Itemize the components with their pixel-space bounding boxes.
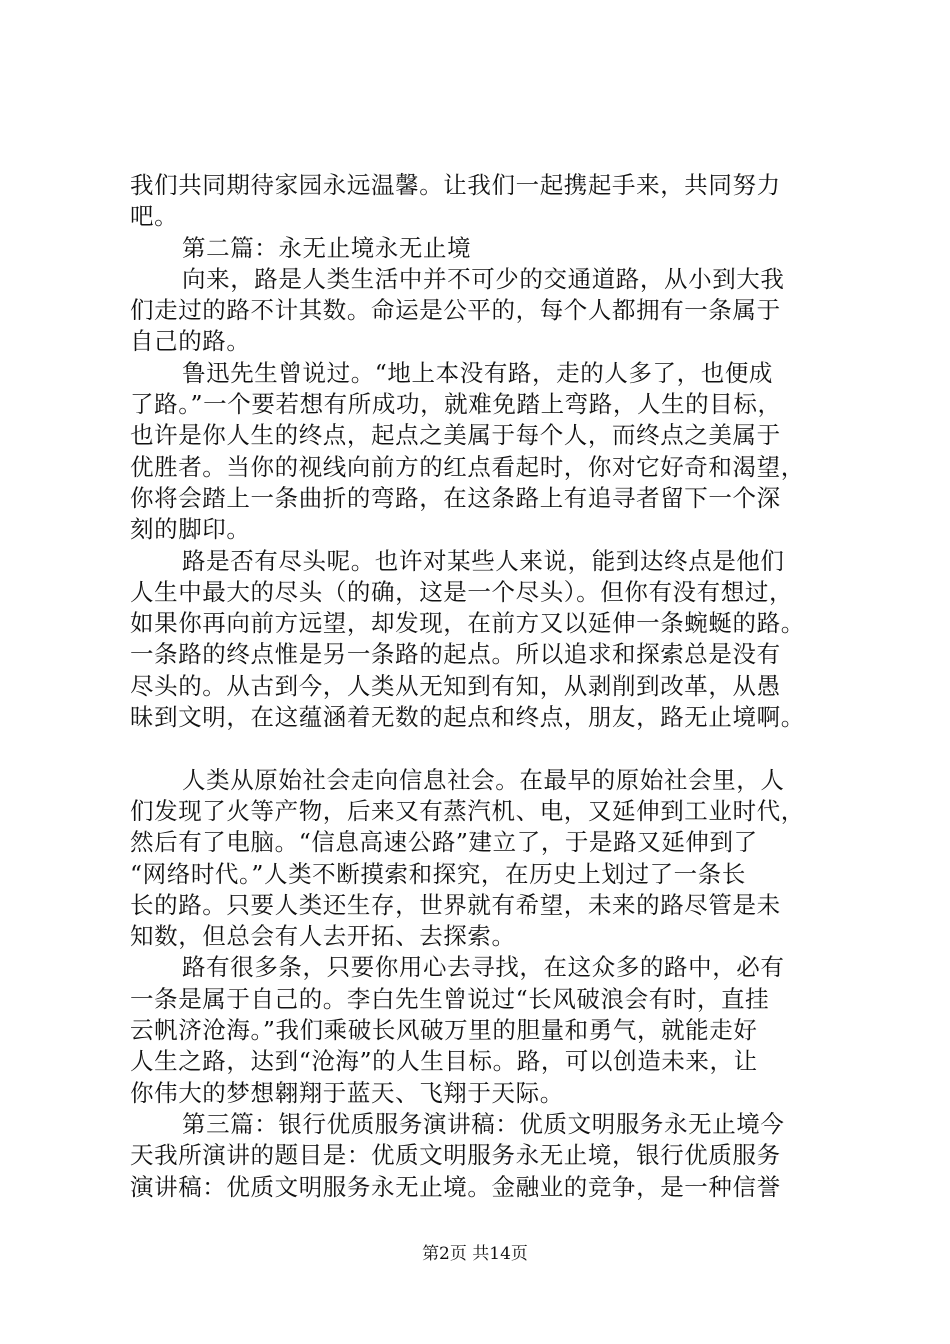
text-line: 一条路的终点惟是另一条路的起点。所以追求和探索总是没有	[130, 640, 781, 669]
text-line: 我们共同期待家园永远温馨。让我们一起携起手来，共同努力	[130, 171, 781, 199]
text-line: 长的路。只要人类还生存，世界就有希望，未来的路尽管是未	[130, 890, 781, 919]
text-line: 们走过的路不计其数。命运是公平的，每个人都拥有一条属于	[130, 296, 781, 325]
text-line: 自己的路。	[130, 327, 251, 356]
text-line: 优胜者。当你的视线向前方的红点看起时，你对它好奇和渴望，	[130, 452, 805, 481]
text-line: 了路。”一个要若想有所成功，就难免踏上弯路，人生的目标，	[130, 390, 782, 419]
document-body	[130, 170, 830, 1203]
text-line: 刻的脚印。	[130, 515, 251, 544]
page-number-label: 第2页 共14页	[422, 1244, 528, 1264]
text-line: “网络时代。”人类不断摸索和探究，在历史上划过了一条长	[130, 859, 746, 888]
text-line: 人类从原始社会走向信息社会。在最早的原始社会里，人	[182, 765, 785, 794]
text-line: 一条是属于自己的。李白先生曾说过“长风破浪会有时，直挂	[130, 984, 770, 1013]
text-line: 尽头的。从古到今，人类从无知到有知，从剥削到改革，从愚	[130, 671, 781, 700]
text-line: 昧到文明，在这蕴涵着无数的起点和终点，朋友，路无止境啊。	[130, 703, 805, 732]
text-line: 然后有了电脑。“信息高速公路”建立了，于是路又延伸到了	[130, 828, 758, 857]
text-line: 你伟大的梦想翱翔于蓝天、飞翔于天际。	[130, 1078, 564, 1107]
text-line: 如果你再向前方远望，却发现，在前方又以延伸一条蜿蜒的路。	[130, 609, 805, 638]
text-line: 们发现了火等产物，后来又有蒸汽机、电，又延伸到工业时代，	[130, 796, 805, 825]
text-line: 吧。	[130, 202, 179, 231]
text-line: 你将会踏上一条曲折的弯路，在这条路上有追寻者留下一个深	[130, 483, 781, 512]
text-line: 演讲稿：优质文明服务永无止境。金融业的竞争，是一种信誉	[130, 1172, 781, 1201]
text-line: 鲁迅先生曾说过。“地上本没有路，走的人多了，也便成	[182, 358, 774, 387]
text-line: 向来，路是人类生活中并不可少的交通道路，从小到大我	[182, 264, 785, 293]
text-line: 路有很多条，只要你用心去寻找，在这众多的路中，必有	[182, 953, 785, 982]
text-line: 路是否有尽头呢。也许对某些人来说，能到达终点是他们	[182, 546, 785, 575]
text-line: 也许是你人生的终点，起点之美属于每个人，而终点之美属于	[130, 421, 781, 450]
text-line: 知数，但总会有人去开拓、去探索。	[130, 922, 516, 951]
paragraph-gap	[130, 733, 830, 764]
text-line: 人生中最大的尽头（的确，这是一个尽头）。但你有没有想过，	[130, 577, 794, 606]
text-line: 云帆济沧海。”我们乘破长风破万里的胆量和勇气，就能走好	[130, 1016, 758, 1045]
text-line: 天我所演讲的题目是：优质文明服务永无止境，银行优质服务	[130, 1141, 781, 1170]
page-footer	[0, 1243, 950, 1265]
section-heading: 第三篇：银行优质服务演讲稿：优质文明服务永无止境今	[182, 1109, 785, 1138]
text-line: 人生之路，达到“沧海”的人生目标。路，可以创造未来，让	[130, 1047, 758, 1076]
section-heading: 第二篇：永无止境永无止境	[182, 233, 472, 262]
